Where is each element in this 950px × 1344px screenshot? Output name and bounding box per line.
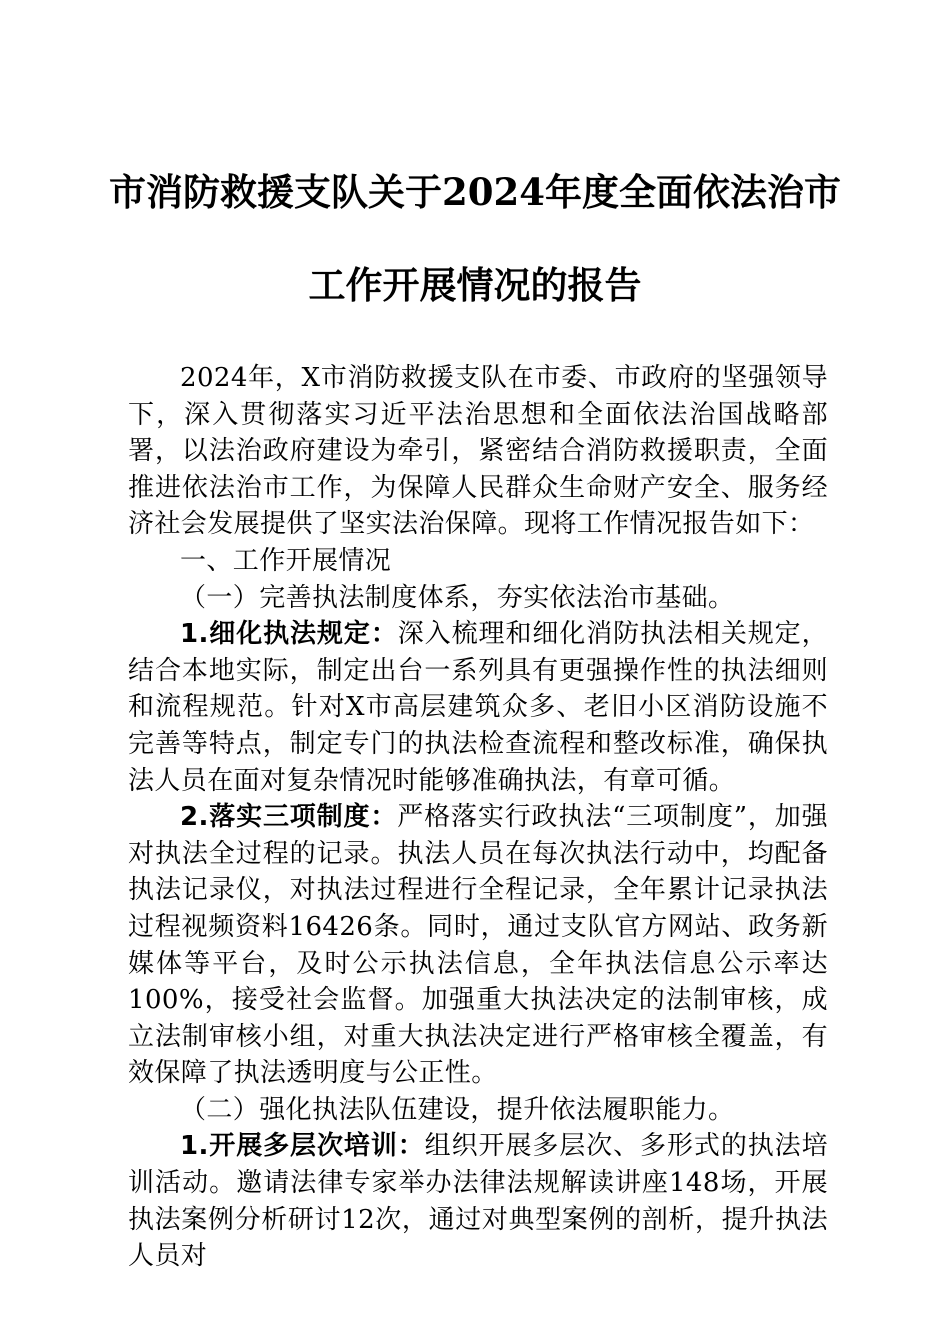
document-title-line2: 工作开展情况的报告 — [308, 263, 642, 307]
item-paragraph-2 — [128, 799, 828, 1092]
item-lead-3: 1.开展多层次培训： — [180, 1131, 425, 1162]
item-text-1: 深入梳理和细化消防执法相关规定，结合本地实际，制定出台一系列具有更强操作性的执法细则和流程规范。针对X市高层建筑众多、老旧小区消防设施不完善等特点，制定专门的执法检查流程和整改标准，确保执法人员在面对复杂情况时能够准确执法，有章可循。 — [128, 619, 828, 796]
item-paragraph-3 — [128, 1128, 828, 1274]
subsection-heading-2: （二）强化执法队伍建设，提升依法履职能力。 — [180, 1094, 735, 1125]
section-heading: 一、工作开展情况 — [180, 545, 392, 576]
item-lead-1: 1.细化执法规定： — [180, 619, 398, 650]
item-lead-2: 2.落实三项制度： — [180, 802, 398, 833]
document-body — [128, 360, 828, 1275]
intro-paragraph: 2024年，X市消防救援支队在市委、市政府的坚强领导下，深入贯彻落实习近平法治思想和全面依法治国战略部署，以法治政府建设为牵引，紧密结合消防救援职责，全面推进依法治市工作，为保障人民群众生命财产安全、服务经济社会发展提供了坚实法治保障。现将工作情况报告如下： — [128, 363, 828, 540]
subsection-heading-1: （一）完善执法制度体系，夯实依法治市基础。 — [180, 582, 735, 613]
document-title-line1: 市消防救援支队关于2024年度全面依法治市 — [109, 170, 841, 214]
item-text-3: 组织开展多层次、多形式的执法培训活动。邀请法律专家举办法律法规解读讲座148场，开展执法案例分析研讨12次，通过对典型案例的剖析，提升执法人员对 — [128, 1131, 828, 1272]
item-paragraph-1 — [128, 616, 828, 799]
item-text-2: 严格落实行政执法“三项制度”，加强对执法全过程的记录。执法人员在每次执法行动中，均配备执法记录仪，对执法过程进行全程记录，全年累计记录执法过程视频资料16426条。同时，通过支队官方网站、政务新媒体等平台，及时公示执法信息，全年执法信息公示率达100%，接受社会监督。加强重大执法决定的法制审核，成立法制审核小组，对重大执法决定进行严格审核全覆盖，有效保障了执法透明度与公正性。 — [128, 802, 828, 1089]
